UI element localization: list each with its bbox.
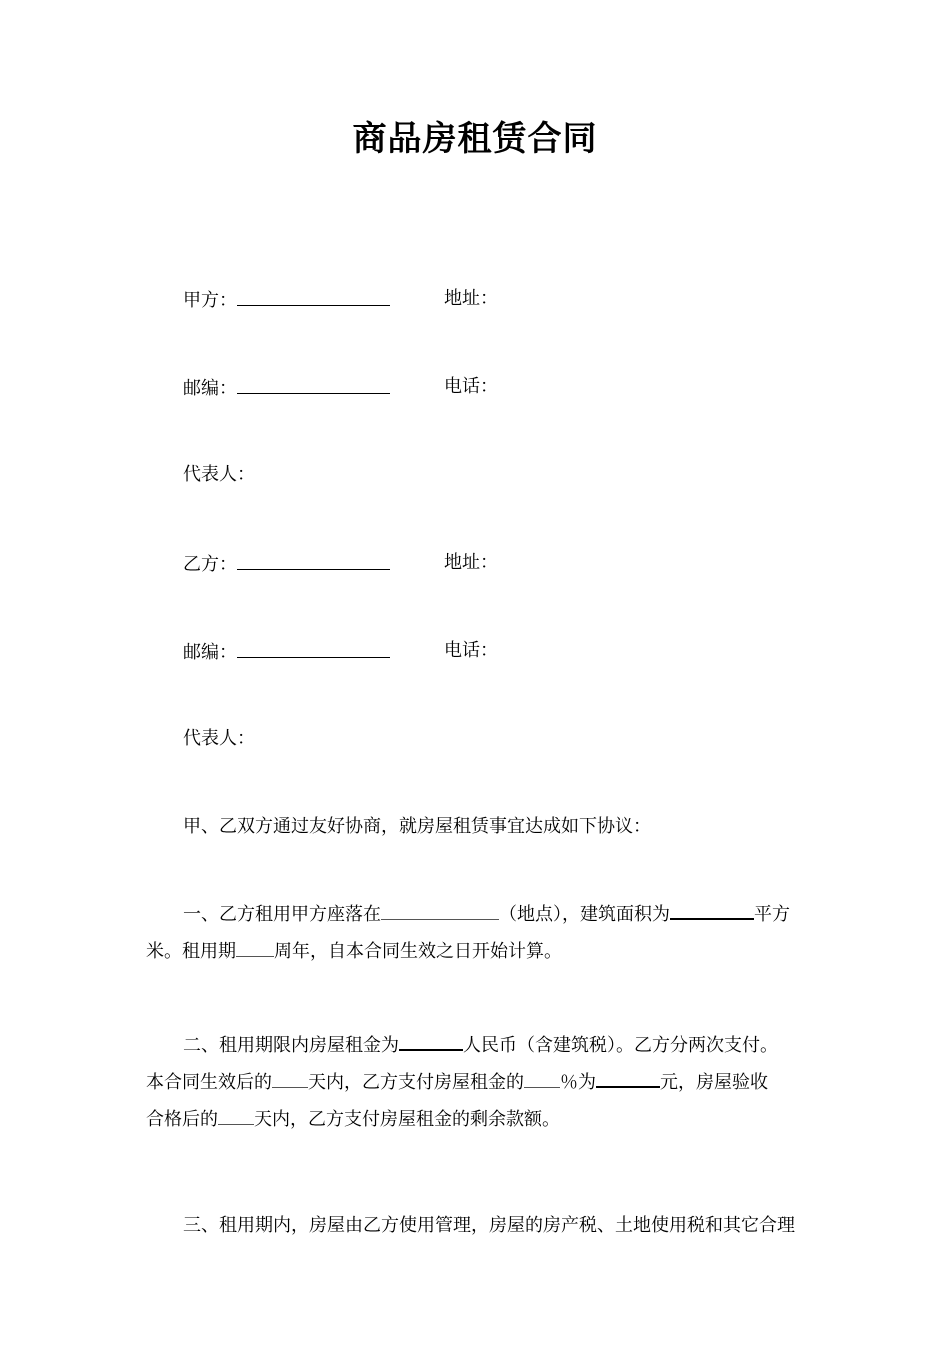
party-b-postcode-blank[interactable] <box>237 639 390 658</box>
party-a-phone <box>444 375 498 399</box>
party-b-phone <box>444 639 498 663</box>
clause2-part4: 天内，乙方支付房屋租金的 <box>308 1072 524 1093</box>
clause2-part3: 本合同生效后的 <box>146 1072 272 1093</box>
percent-blank[interactable] <box>524 1069 560 1088</box>
clause2-part2: 人民币（含建筑税）。乙方分两次支付。 <box>463 1035 778 1056</box>
clause1-part2: （地点），建筑面积为 <box>499 904 670 925</box>
party-b-postcode-label: 邮编： <box>183 642 237 663</box>
party-b-label: 乙方： <box>183 554 237 575</box>
clause2-part8: 天内，乙方支付房屋租金的剩余款额。 <box>254 1109 560 1130</box>
party-a-postcode-row <box>183 375 390 401</box>
party-a-address <box>444 287 498 311</box>
clause-3 <box>146 1207 810 1244</box>
party-b-representative-label: 代表人： <box>183 728 255 749</box>
party-b-address-label: 地址： <box>444 552 498 573</box>
clause1-part1: 一、乙方租用甲方座落在 <box>183 904 381 925</box>
party-b-address <box>444 551 498 575</box>
area-blank[interactable] <box>670 900 754 920</box>
party-a-row <box>183 287 390 313</box>
clause1-part5: 周年，自本合同生效之日开始计算。 <box>274 941 562 962</box>
party-a-postcode-label: 邮编： <box>183 378 237 399</box>
party-a-name-blank[interactable] <box>237 287 390 306</box>
party-b-phone-label: 电话： <box>444 640 498 661</box>
intro-paragraph <box>183 815 651 839</box>
clause1-part4: 米。租用期 <box>146 941 236 962</box>
clause-2 <box>146 1027 810 1138</box>
first-payment-days-blank[interactable] <box>272 1069 308 1088</box>
party-b-name-blank[interactable] <box>237 551 390 570</box>
party-b-representative <box>183 727 255 751</box>
clause3-text: 三、租用期内，房屋由乙方使用管理，房屋的房产税、土地使用税和其它合理 <box>183 1215 795 1236</box>
lease-years-blank[interactable] <box>236 938 274 957</box>
clause-1 <box>146 896 810 970</box>
party-a-postcode-blank[interactable] <box>237 375 390 394</box>
party-b-row <box>183 551 390 577</box>
remaining-payment-days-blank[interactable] <box>218 1106 254 1125</box>
rent-amount-blank[interactable] <box>399 1031 463 1051</box>
clause2-part7: 合格后的 <box>146 1109 218 1130</box>
party-a-representative-label: 代表人： <box>183 464 255 485</box>
document-title: 商品房租赁合同 <box>352 119 598 159</box>
party-b-postcode-row <box>183 639 390 665</box>
party-a-phone-label: 电话： <box>444 376 498 397</box>
party-a-representative <box>183 463 255 487</box>
party-a-address-label: 地址： <box>444 288 498 309</box>
intro-text: 甲、乙双方通过友好协商，就房屋租赁事宜达成如下协议： <box>183 816 651 837</box>
location-blank[interactable] <box>381 901 499 920</box>
first-payment-amount-blank[interactable] <box>596 1068 660 1088</box>
clause2-part1: 二、租用期限内房屋租金为 <box>183 1035 399 1056</box>
clause2-part5: ％为 <box>560 1072 596 1093</box>
clause1-part3: 平方 <box>754 904 790 925</box>
clause2-part6: 元，房屋验收 <box>660 1072 768 1093</box>
party-a-label: 甲方： <box>183 290 237 311</box>
